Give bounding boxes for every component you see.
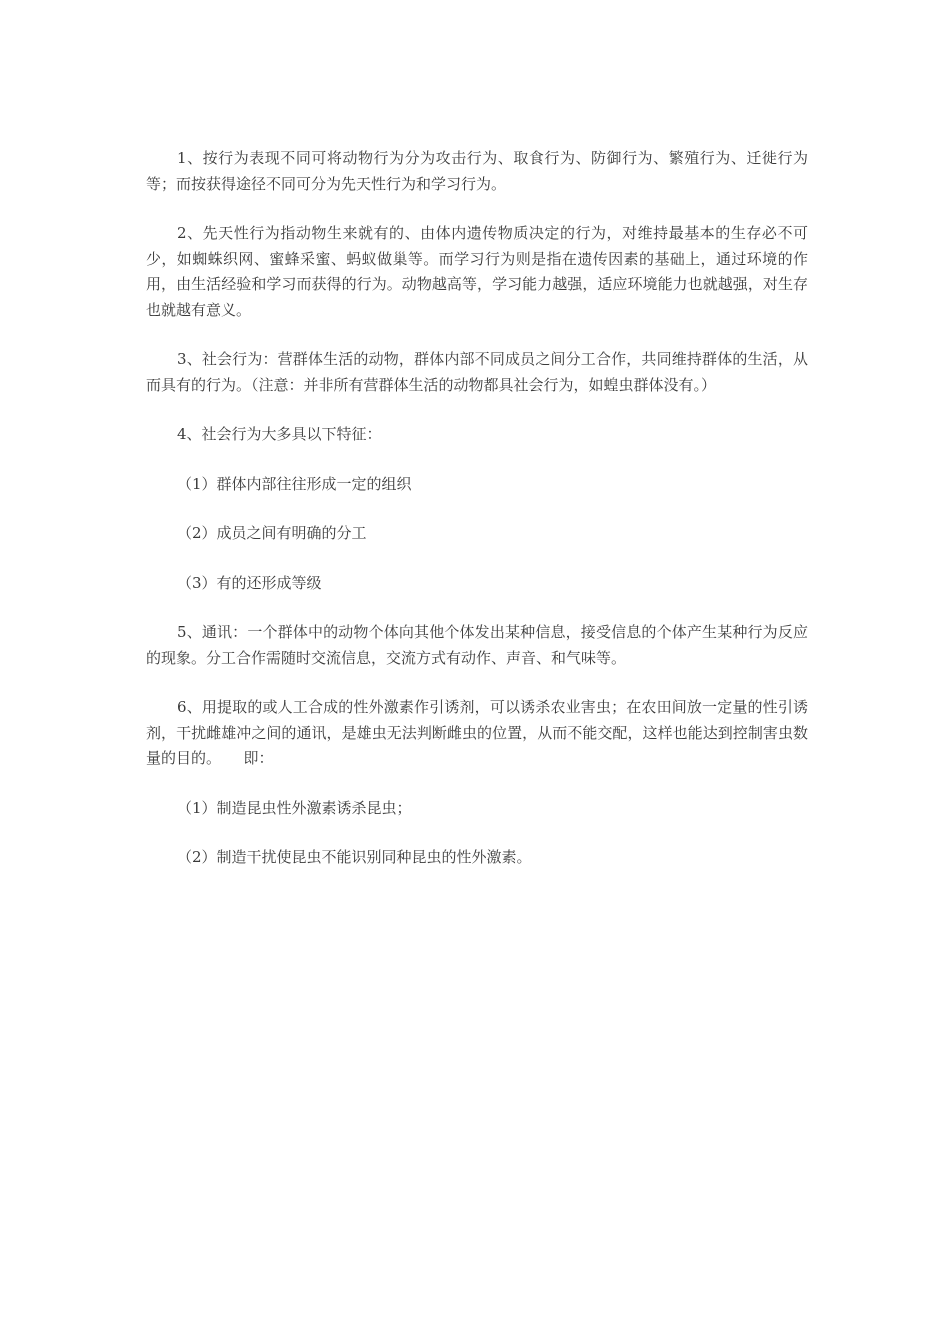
list-item-5: （2）制造干扰使昆虫不能识别同种昆虫的性外激素。	[177, 848, 532, 866]
paragraph-3: 3、社会行为：营群体生活的动物，群体内部不同成员之间分工合作，共同维持群体的生活，从而具有的行为。（注意：并非所有营群体生活的动物都具社会行为，如蝗虫群体没有。）	[146, 350, 808, 394]
list-item-4: （1）制造昆虫性外激素诱杀昆虫；	[177, 798, 412, 817]
list-item-2: （2）成员之间有明确的分工	[177, 524, 367, 542]
paragraph-2: 2、先天性行为指动物生来就有的、由体内遗传物质决定的行为，对维持最基本的生存必不可少，如蜘蛛织网、蜜蜂采蜜、蚂蚁做巢等。而学习行为则是指在遗传因素的基础上，通过环境的作用，由生活经验和学习而获得的行为。动物越高等，学习能力越强，适应环境能力也就越强，对生存也就越有意义。	[146, 224, 808, 319]
list-item-1: （1）群体内部往往形成一定的组织	[177, 474, 412, 493]
paragraph-1: 1、按行为表现不同可将动物行为分为攻击行为、取食行为、防御行为、繁殖行为、迁徙行为等；而按获得途径不同可分为先天性行为和学习行为。	[146, 149, 808, 193]
list-item-3: （3）有的还形成等级	[177, 573, 322, 592]
paragraph-4: 4、社会行为大多具以下特征：	[177, 425, 382, 443]
paragraph-6: 6、用提取的或人工合成的性外激素作引诱剂，可以诱杀农业害虫；在农田间放一定量的性引诱剂，干扰雌雄冲之间的通讯，是雄虫无法判断雌虫的位置，从而不能交配，这样也能达到控制害虫数量的目的。 即：	[146, 698, 808, 767]
document-body	[146, 146, 808, 895]
paragraph-5: 5、通讯：一个群体中的动物个体向其他个体发出某种信息，接受信息的个体产生某种行为反应的现象。分工合作需随时交流信息，交流方式有动作、声音、和气味等。	[146, 623, 808, 667]
